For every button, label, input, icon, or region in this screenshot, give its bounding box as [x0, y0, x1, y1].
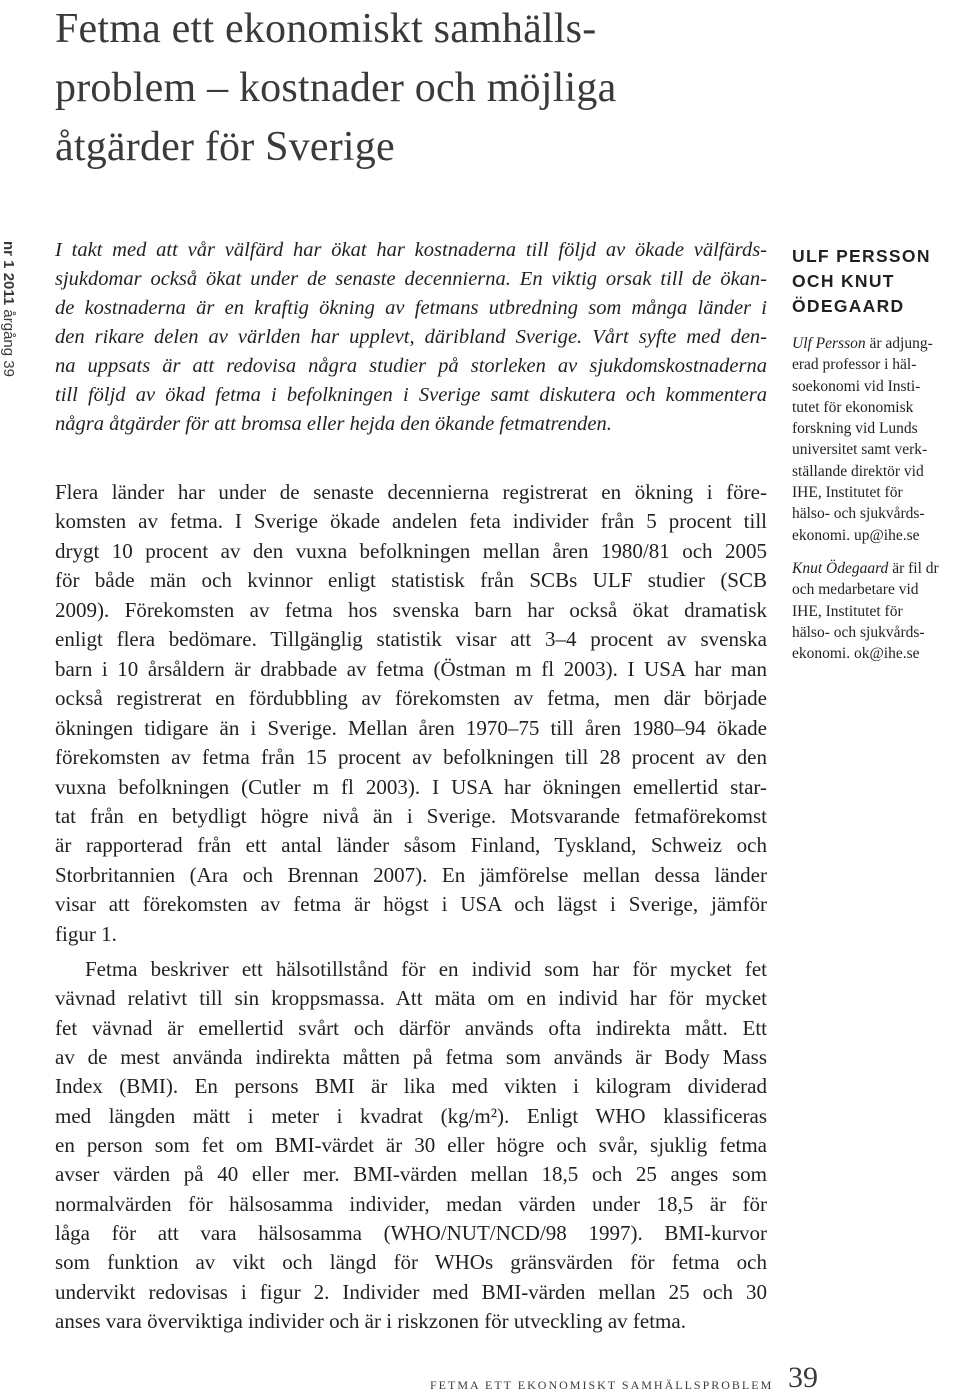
body-line: barn i 10 årsåldern är drabbade av fetma (Östman m fl 2003). I USA har man: [55, 656, 767, 681]
author-bio-1: [792, 333, 960, 546]
bio-text: är adjung-: [865, 335, 933, 352]
body-line: tat från en betydligt högre nivå än i Sverige. Motsvarande fetmaförekomst: [55, 803, 767, 828]
abstract-line: några åtgärder för att bromsa eller hejda den ökande fetmatrenden.: [55, 413, 612, 435]
body-line: enligt flera bedömare. Tillgänglig statistik visar att 3–4 procent av svenska: [55, 627, 767, 652]
body-line: vävnad relativt till sin kroppsmassa. Att mäta om en individ har för mycket: [55, 986, 767, 1011]
body-line: visar att förekomsten av fetma är högst i USA och lägst i Sverige, jämför: [55, 892, 767, 917]
bio-line: erad professor i häl-: [792, 356, 917, 374]
body-line: förekomsten av fetma från 15 procent av befolkningen till 28 procent av den: [55, 745, 767, 770]
title-line: Fetma ett ekonomiskt samhälls-: [55, 6, 597, 52]
bio-line: soekonomi vid Insti-: [792, 377, 921, 395]
body-line: ökningen tidigare än i Sverige. Mellan åren 1970–75 till åren 1980–94 ökade: [55, 715, 767, 740]
issue-label: [0, 239, 17, 379]
article-title: [55, 0, 755, 177]
issue-volume: årgång 39: [0, 309, 17, 377]
body-line: normalvärden för hälsosamma individer, medan värden under 18,5 är för: [55, 1191, 767, 1216]
body-line: figur 1.: [55, 921, 117, 946]
abstract-line: till följd av ökad fetma i befolkningen i Sverige samt diskutera och kommentera: [55, 384, 767, 406]
title-line: åtgärder för Sverige: [55, 124, 395, 170]
body-line: drygt 10 procent av den vuxna befolkningen mellan åren 1980/81 och 2005: [55, 538, 767, 563]
abstract-line: na uppsats är att redovisa några studier på storleken av sjukdomskostnaderna: [55, 355, 767, 377]
body-line: också registrerat en fördubbling av förekomsten av fetma, men där började: [55, 686, 767, 711]
body-line: Index (BMI). En persons BMI är lika med vikten i kilogram dividerad: [55, 1074, 767, 1099]
page-number: 39: [788, 1361, 818, 1394]
body-line: är rapporterad från ett antal länder såsom Finland, Tyskland, Schweiz och: [55, 833, 767, 858]
running-footer-title: FETMA ETT EKONOMISKT SAMHÄLLSPROBLEM: [430, 1378, 774, 1392]
author-bio-2: [792, 558, 960, 664]
body-line: Storbritannien (Ara och Brennan 2007). En jämförelse mellan dessa länder: [55, 862, 767, 887]
body-line: Fetma beskriver ett hälsotillstånd för en individ som har för mycket fet: [85, 957, 767, 981]
body-line: en person som fet om BMI-värdet är 30 eller högre och svår, sjuklig fetma: [55, 1133, 767, 1158]
body-line: som funktion av vikt och längd för WHOs gränsvärden för fetma och: [55, 1250, 767, 1275]
bio-line: [792, 558, 960, 579]
author-sidebar: [792, 244, 960, 676]
body-line: med längden mätt i meter i kvadrat (kg/m²). Enligt WHO klassificeras: [55, 1103, 767, 1128]
abstract: [55, 236, 767, 439]
body-line: avser värden på 40 eller mer. BMI-värden mellan 18,5 och 25 anges som: [55, 1162, 767, 1187]
body-line: för både män och kvinnor enligt statistisk från SCBs ULF studier (SCB: [55, 568, 767, 593]
bio-line: IHE, Institutet för: [792, 484, 903, 502]
bio-line: ekonomi. up@ihe.se: [792, 526, 920, 544]
body-line: undervikt redovisas i figur 2. Individer med BMI-värden mellan 25 och 30: [55, 1279, 767, 1304]
bio-text: är fil dr: [888, 559, 939, 577]
abstract-line: sjukdomar också ökat under de senaste decennierna. En viktig orsak till de ökan-: [55, 268, 767, 290]
body-paragraph-2: [55, 955, 767, 1336]
bio-line: IHE, Institutet för: [792, 602, 903, 620]
bio-line: hälso- och sjukvårds-: [792, 623, 925, 641]
body-line: vuxna befolkningen (Cutler m fl 2003). I USA har ökningen emellertid star-: [55, 774, 767, 799]
bio-line: forskning vid Lunds: [792, 420, 918, 438]
abstract-line: den rikare delen av världen har upplevt, däribland Sverige. Vårt syfte med den-: [55, 326, 767, 348]
bio-line: [792, 333, 960, 354]
author-line: ULF PERSSON: [792, 246, 931, 266]
issue-number: nr 1 2011: [0, 241, 17, 306]
author-name: Ulf Persson: [792, 335, 866, 352]
body-line: 2009). Förekomsten av fetma hos svenska barn har också ökat dramatisk: [55, 597, 767, 622]
abstract-line: de kostnaderna är en kraftig ökning av fetmans utbredning som många länder i: [55, 297, 767, 319]
body-paragraph-1: [55, 478, 767, 949]
body-line: av de mest använda indirekta måtten på fetma som används är Body Mass: [55, 1045, 767, 1070]
bio-line: ställande direktör vid: [792, 462, 924, 480]
bio-line: universitet samt verk-: [792, 441, 928, 459]
author-line: OCH KNUT: [792, 271, 895, 291]
author-line: ÖDEGAARD: [792, 296, 905, 316]
bio-line: och medarbetare vid: [792, 581, 919, 599]
bio-line: tutet för ekonomisk: [792, 398, 914, 416]
body-line: Flera länder har under de senaste decennierna registrerat en ökning i före-: [55, 480, 767, 504]
body-line: komsten av fetma. I Sverige ökade andelen feta individer från 5 procent till: [55, 509, 767, 534]
body-line: anses vara överviktiga individer och är i riskzonen för utveckling av fetma.: [55, 1309, 686, 1334]
bio-line: hälso- och sjukvårds-: [792, 505, 925, 523]
author-names: [792, 244, 960, 319]
bio-line: ekonomi. ok@ihe.se: [792, 645, 920, 663]
body-line: låga för att vara hälsosamma (WHO/NUT/NCD/98 1997). BMI-kurvor: [55, 1221, 767, 1246]
title-line: problem – kostnader och möjliga: [55, 65, 617, 111]
abstract-line: I takt med att vår välfärd har ökat har kostnaderna till följd av ökade välfärds-: [55, 239, 767, 261]
author-name: Knut Ödegaard: [792, 559, 889, 577]
body-line: fet vävnad är emellertid svårt och därför används ofta indirekta mått. Ett: [55, 1015, 767, 1040]
